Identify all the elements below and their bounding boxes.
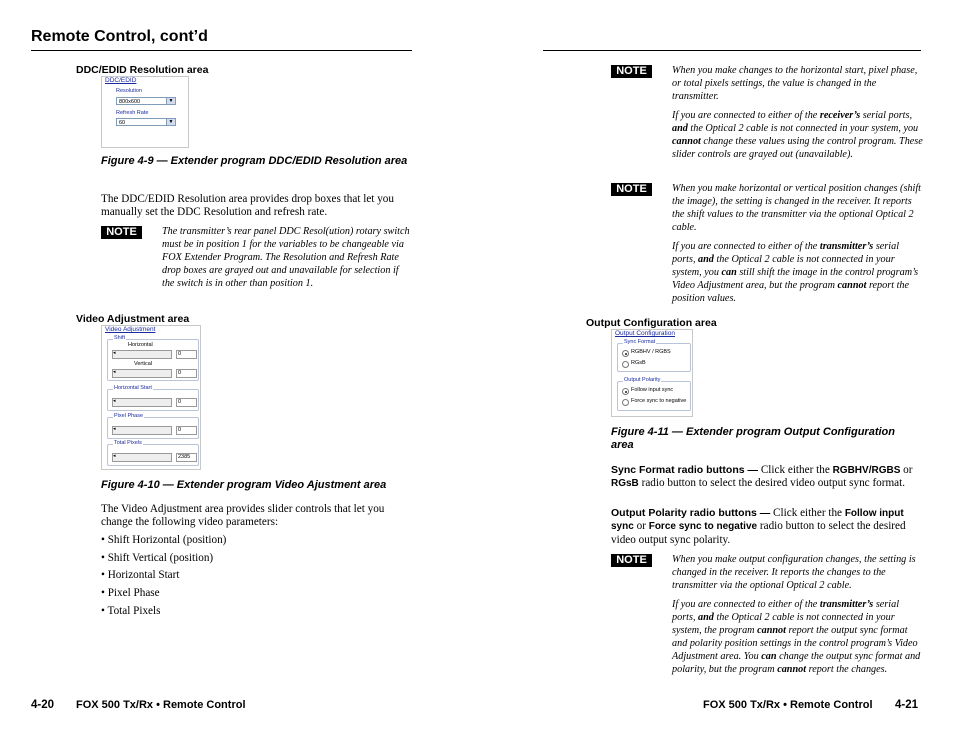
pixel-phase-value[interactable]: 0 bbox=[176, 426, 197, 435]
sync-format-group: Sync Format RGBHV / RGBS RGsB bbox=[617, 343, 691, 372]
figure-9-caption: Figure 4-9 — Extender program DDC/EDID Resolution area bbox=[101, 155, 408, 167]
refresh-dropdown[interactable]: 60 ▼ bbox=[116, 118, 176, 126]
note-1-text: When you make changes to the horizontal start, pixel phase, or total pixels settings, the value is changed in the transmitter. If you are connected to either of the receiver’s serial ports, and the Optical 2 cable is not connected in your system, you cannot change these values using the control program. These slider controls are grayed out (unavailable). bbox=[672, 65, 923, 160]
shift-vertical-value[interactable]: 0 bbox=[176, 369, 197, 378]
follow-input-sync-radio[interactable] bbox=[622, 388, 629, 395]
ddc-panel-title: DDC/EDID bbox=[105, 77, 137, 84]
header-rule-right bbox=[543, 50, 921, 51]
horizontal-start-group: Horizontal Start ◂ 0 bbox=[107, 389, 199, 411]
list-item: • Horizontal Start bbox=[101, 569, 180, 582]
header-rule-left bbox=[31, 50, 412, 51]
ddc-body-text: The DDC/EDID Resolution area provides drop boxes that let you manually set the DDC Resolution and refresh rate. bbox=[101, 193, 394, 219]
total-pixels-group: Total Pixels ◂ 2385 bbox=[107, 444, 199, 466]
shift-horizontal-value[interactable]: 0 bbox=[176, 350, 197, 359]
shift-group: Shift Horizontal ◂ 0 Vertical ◂ 0 bbox=[107, 339, 199, 381]
list-item: • Total Pixels bbox=[101, 604, 161, 617]
page-title: Remote Control, cont’d bbox=[31, 28, 208, 45]
video-parameter-list bbox=[101, 534, 301, 622]
note-3-text: When you make output configuration changes, the setting is changed in the receiver. It reports the changes to the transmitter via the optional Optical 2 cable. If you are connected to either of the transmitter’s serial ports, and the Optical 2 cable is not connected in your system, the program cannot report the output sync format and polarity position settings in the control program’s Video Adjustment area. You can change the output sync format and polarity, but the program cannot report the changes. bbox=[672, 554, 921, 675]
chevron-down-icon: ▼ bbox=[166, 119, 175, 125]
output-config-screenshot bbox=[611, 329, 693, 417]
left-page-number: 4-20 bbox=[31, 699, 55, 711]
note-badge: NOTE bbox=[611, 554, 652, 567]
list-item: • Shift Vertical (position) bbox=[101, 551, 214, 564]
note-2-text: When you make horizontal or vertical position changes (shift the image), the setting is changed in the receiver. It reports the shift values to the transmitter via the optional Optical 2 cable. If you are connected to either of the transmitter’s serial ports, and the Optical 2 cable is not connected in your system, you can still shift the image in the control program’s Video Adjustment area, but the program cannot report the position values. bbox=[672, 183, 921, 304]
output-polarity-paragraph: Output Polarity radio buttons — Click either the Follow input sync or Force sync to negative radio button to select the desired video output sync polarity. bbox=[611, 507, 906, 546]
total-pixels-value[interactable]: 2385 bbox=[176, 453, 197, 462]
resolution-dropdown[interactable]: 800x600 ▼ bbox=[116, 97, 176, 105]
shift-horizontal-slider[interactable]: ◂ bbox=[112, 350, 172, 359]
rgsb-radio[interactable] bbox=[622, 361, 629, 368]
video-adjustment-screenshot bbox=[101, 325, 201, 470]
chevron-down-icon: ▼ bbox=[166, 98, 175, 104]
left-footer-text: FOX 500 Tx/Rx • Remote Control bbox=[76, 699, 246, 711]
pixel-phase-group: Pixel Phase ◂ 0 bbox=[107, 417, 199, 439]
ddc-screenshot bbox=[101, 76, 189, 148]
horizontal-start-value[interactable]: 0 bbox=[176, 398, 197, 407]
figure-11-caption: Figure 4-11 — Extender program Output Configuration area bbox=[611, 426, 895, 451]
output-polarity-group: Output Polarity Follow input sync Force sync to negative bbox=[617, 381, 691, 411]
rgbhv-radio[interactable] bbox=[622, 350, 629, 357]
output-section-heading: Output Configuration area bbox=[586, 317, 717, 329]
list-item: • Pixel Phase bbox=[101, 587, 160, 600]
sync-format-paragraph: Sync Format radio buttons — Click either the RGBHV/RGBS or RGsB radio button to select the desired video output sync format. bbox=[611, 464, 913, 490]
note-badge: NOTE bbox=[611, 183, 652, 196]
shift-vertical-slider[interactable]: ◂ bbox=[112, 369, 172, 378]
horizontal-start-slider[interactable]: ◂ bbox=[112, 398, 172, 407]
note-badge: NOTE bbox=[611, 65, 652, 78]
right-footer-text: FOX 500 Tx/Rx • Remote Control bbox=[703, 699, 873, 711]
right-page-number: 4-21 bbox=[895, 699, 919, 711]
refresh-label: Refresh Rate bbox=[116, 110, 149, 116]
force-sync-negative-radio[interactable] bbox=[622, 399, 629, 406]
ddc-note-text: The transmitter’s rear panel DDC Resol(ution) rotary switch must be in position 1 for the variables to be changeable via FOX Extender Program. The Resolution and Refresh Rate drop boxes are grayed out and unavailable for selection if the switch is in other than position 1. bbox=[162, 226, 410, 289]
total-pixels-slider[interactable]: ◂ bbox=[112, 453, 172, 462]
resolution-label: Resolution bbox=[116, 88, 142, 94]
output-panel-title: Output Configuration bbox=[615, 330, 675, 337]
ddc-section-heading: DDC/EDID Resolution area bbox=[76, 64, 209, 76]
video-body-text: The Video Adjustment area provides slider controls that let you change the following video parameters: bbox=[101, 503, 385, 529]
video-section-heading: Video Adjustment area bbox=[76, 313, 190, 325]
note-badge: NOTE bbox=[101, 226, 142, 239]
list-item: • Shift Horizontal (position) bbox=[101, 534, 227, 546]
video-panel-title: Video Adjustment bbox=[105, 326, 156, 333]
figure-10-caption: Figure 4-10 — Extender program Video Ajustment area bbox=[101, 479, 387, 491]
pixel-phase-slider[interactable]: ◂ bbox=[112, 426, 172, 435]
